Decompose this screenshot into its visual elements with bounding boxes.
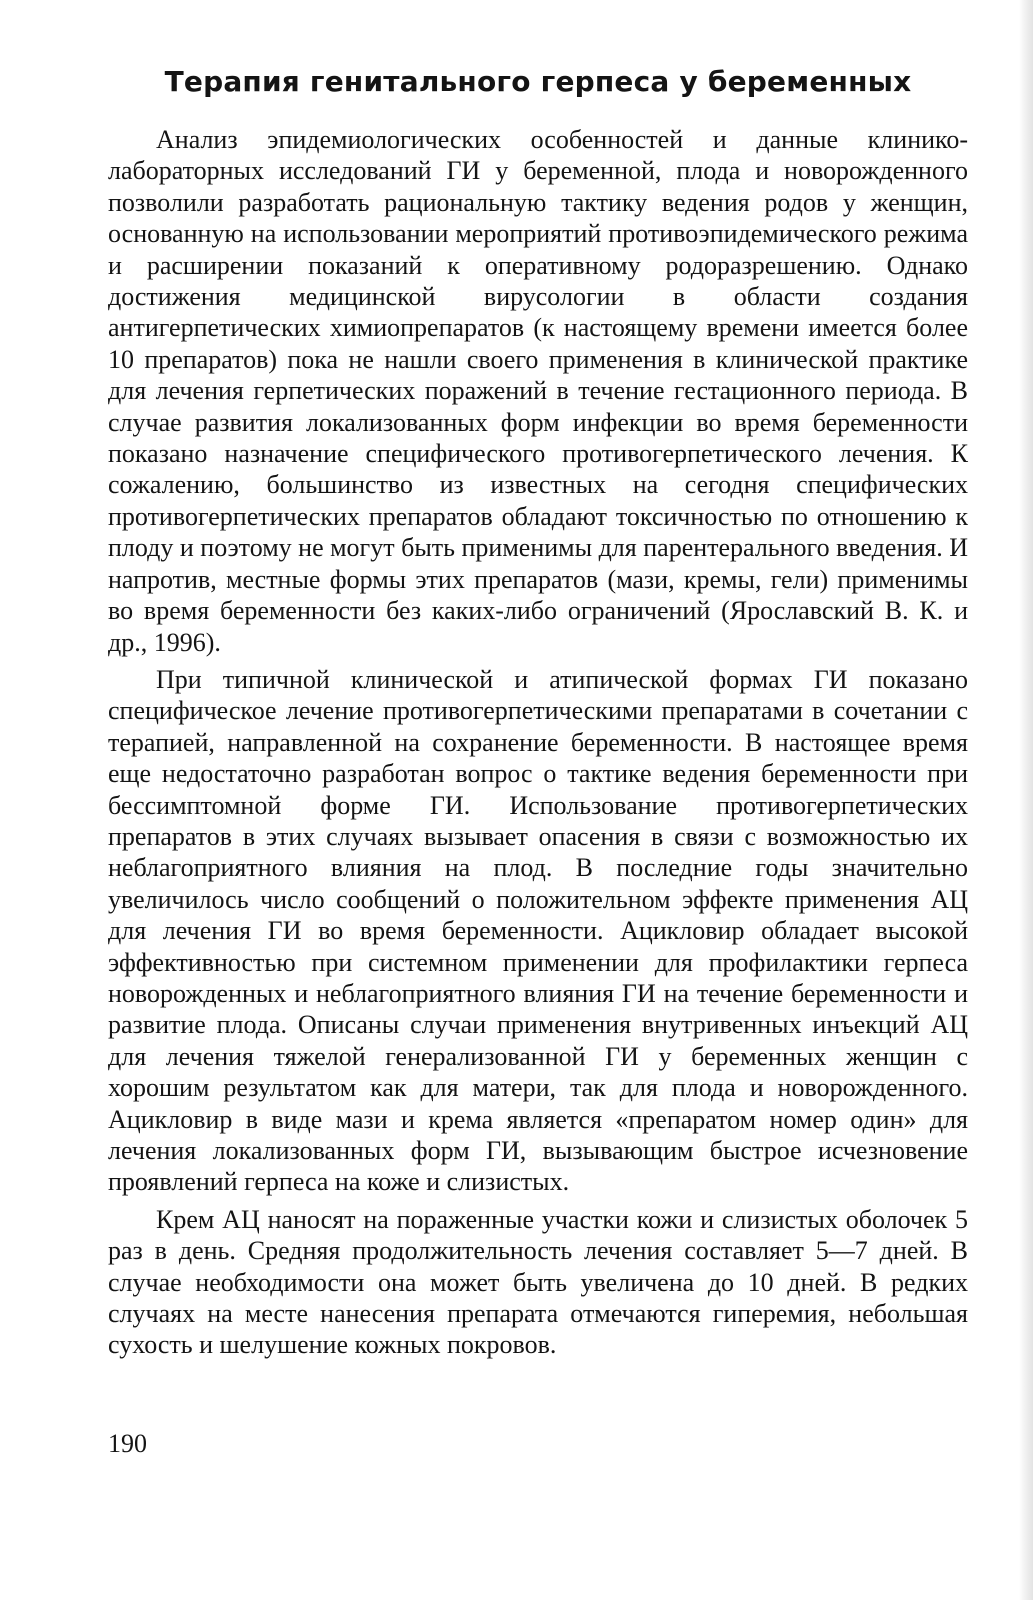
section-title: Терапия генитального герпеса у беременных (164, 65, 912, 98)
page-edge-shadow (1019, 0, 1033, 1600)
paragraph-1: Анализ эпидемиологических особенностей и данные клинико-лабораторных исследований ГИ у беременной, плода и новорожденного позволили разработать рациональную тактику ведения родов у женщин, основанную на использовании мероприятий противоэпидемического режима и расширении показаний к оперативному родоразрешению. Однако достижения медицинской вирусологии в области создания антигерпетических химиопрепаратов (к настоящему времени имеется более 10 препаратов) пока не нашли своего применения в клинической практике для лечения герпетических поражений в течение гестационного периода. В случае развития локализованных форм инфекции во время беременности показано назначение специфического противогерпетического лечения. К сожалению, большинство из известных на сегодня специфических противогерпетических препаратов обладают токсичностью по отношению к плоду и поэтому не могут быть применимы для парентерального введения. И напротив, местные формы этих препаратов (мази, кремы, гели) применимы во время беременности без каких-либо ограничений (Ярославский В. К. и др., 1996). (108, 125, 969, 657)
page-number: 190 (108, 1429, 147, 1458)
paragraph-2: При типичной клинической и атипической формах ГИ показано специфическое лечение противогерпетическими препаратами в сочетании с терапией, направленной на сохранение беременности. В настоящее время еще недостаточно разработан вопрос о тактике ведения беременности при бессимптомной форме ГИ. Использование противогерпетических препаратов в этих случаях вызывает опасения в связи с возможностью их неблагоприятного влияния на плод. В последние годы значительно увеличилось число сообщений о положительном эффекте применения АЦ для лечения ГИ во время беременности. Ацикловир обладает высокой эффективностью при системном применении для профилактики герпеса новорожденных и неблагоприятного влияния ГИ на течение беременности и развитие плода. Описаны случаи применения внутривенных инъекций АЦ для лечения тяжелой генерализованной ГИ у беременных женщин с хорошим результатом как для матери, так для плода и новорожденного. Ацикловир в виде мази и крема является «препаратом номер один» для лечения локализованных форм ГИ, вызывающим быстрое исчезновение проявлений герпеса на коже и слизистых. (108, 664, 968, 1197)
text-body (108, 124, 968, 1367)
paragraph-3: Крем АЦ наносят на пораженные участки кожи и слизистых оболочек 5 раз в день. Средняя продолжительность лечения составляет 5—7 дней. В случае необходимости она может быть увеличена до 10 дней. В редких случаях на месте нанесения препарата отмечаются гиперемия, небольшая сухость и шелушение кожных покровов. (108, 1204, 968, 1360)
